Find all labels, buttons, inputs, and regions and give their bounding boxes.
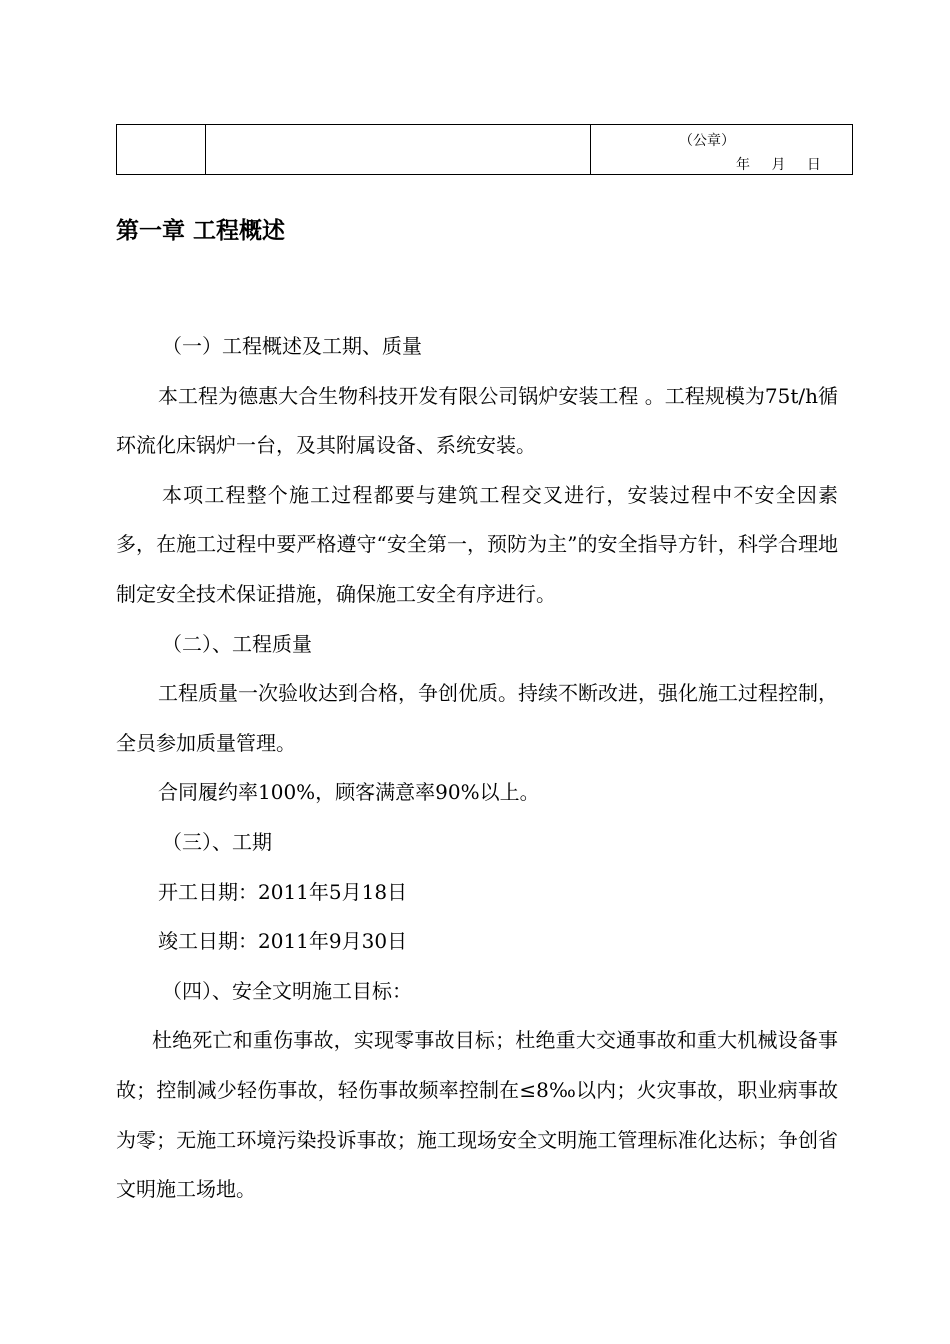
signature-table-row — [117, 125, 853, 175]
signature-table — [116, 124, 853, 175]
signature-cell-seal — [591, 125, 853, 175]
section-3-heading: （三）、工期 — [162, 829, 272, 854]
signature-cell-label — [117, 125, 206, 175]
section-1-paragraph-1: 本工程为德惠大合生物科技开发有限公司锅炉安装工程 。工程规模为75t/h循环流化床锅炉一台，及其附属设备、系统安装。 — [116, 383, 838, 458]
section-1-paragraph-2: 本项工程整个施工过程都要与建筑工程交叉进行，安装过程中不安全因素多，在施工过程中要严格遵守“安全第一，预防为主”的安全指导方针，科学合理地制定安全技术保证措施，确保施工安全有序进行。 — [116, 482, 838, 606]
section-2-paragraph-1: 工程质量一次验收达到合格，争创优质。持续不断改进，强化施工过程控制，全员参加质量管理。 — [116, 681, 838, 755]
chapter-title: 第一章 工程概述 — [116, 218, 286, 244]
document-body — [116, 322, 838, 1215]
section-2-heading: （二）、工程质量 — [162, 631, 312, 656]
signature-cell-content — [206, 125, 591, 175]
seal-label: （公章） — [679, 133, 735, 149]
section-4-paragraph-1: 杜绝死亡和重伤事故，实现零事故目标；杜绝重大交通事故和重大机械设备事故；控制减少轻伤事故，轻伤事故频率控制在≤8‰以内；火灾事故，职业病事故为零；无施工环境污染投诉事故；施工现场安全文明施工管理标准化达标；争创省文明施工场地。 — [116, 1028, 838, 1202]
section-4-heading: （四）、安全文明施工目标： — [162, 978, 412, 1003]
seal-box — [591, 125, 852, 174]
section-3-start-date: 开工日期：2011年5月18日 — [158, 879, 408, 904]
section-2-paragraph-2: 合同履约率100%，顾客满意率90%以上。 — [158, 780, 540, 805]
section-1-heading: （一）工程概述及工期、质量 — [162, 334, 422, 358]
date-label: 年 月 日 — [736, 157, 822, 173]
section-3-end-date: 竣工日期：2011年9月30日 — [158, 929, 408, 954]
